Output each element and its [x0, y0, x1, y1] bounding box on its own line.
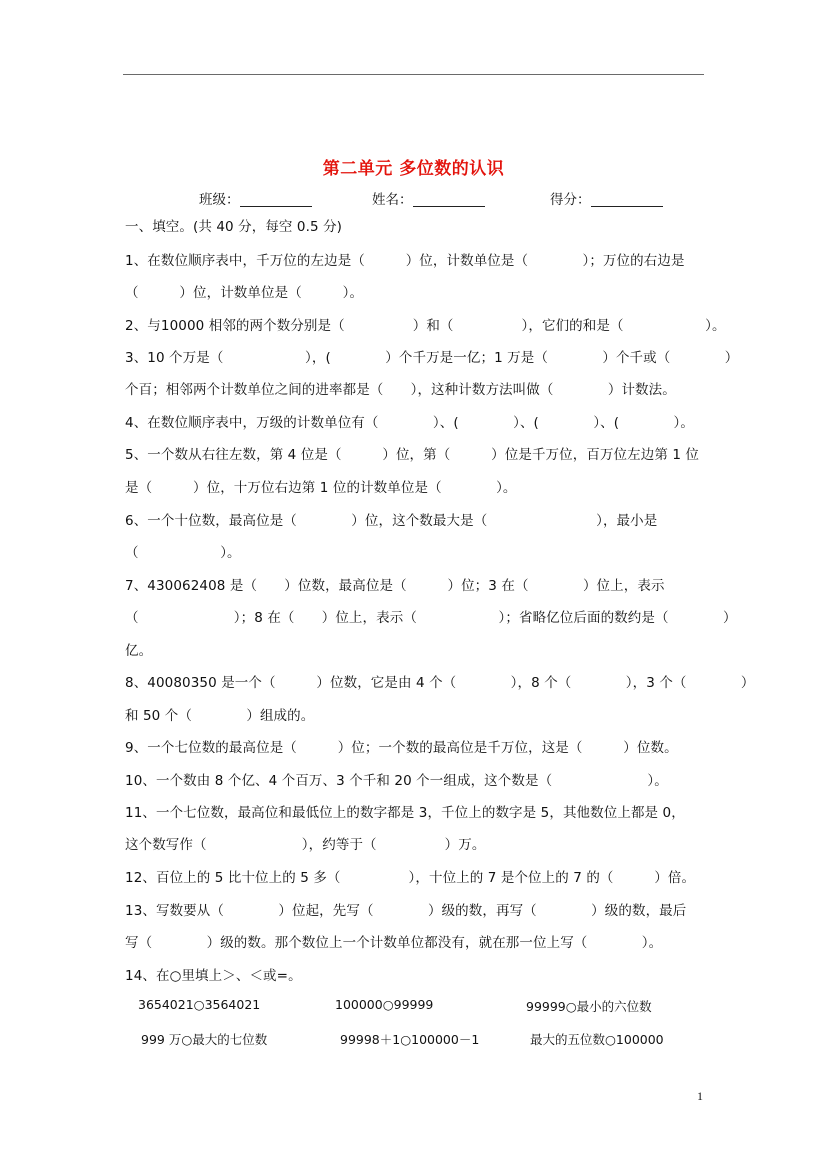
section-heading: 一、填空。(共 40 分，每空 0.5 分) [125, 219, 343, 235]
question-line: 9、一个七位数的最高位是（ ）位；一个数的最高位是千万位，这是（ ）位数。 [125, 740, 678, 756]
question-line: 写（ ）级的数。那个数位上一个计数单位都没有，就在那一位上写（ ）。 [125, 935, 663, 951]
comparison-item: 最大的五位数○100000 [530, 1032, 664, 1047]
name-field [372, 188, 485, 208]
question-line: （ ）。 [125, 545, 241, 561]
question-line: 个百；相邻两个计数单位之间的进率都是（ ），这种计数方法叫做（ ）计数法。 [125, 382, 676, 398]
comparison-item: 999 万○最大的七位数 [141, 1032, 268, 1047]
page-title: 第二单元 多位数的认识 [322, 159, 505, 179]
question-line: 这个数写作（ ），约等于（ ）万。 [125, 837, 486, 853]
class-blank [240, 192, 312, 207]
comparison-item: 99998＋1○100000－1 [340, 1032, 480, 1047]
comparison-item: 99999○最小的六位数 [526, 999, 652, 1014]
question-line: 11、一个七位数，最高位和最低位上的数字都是 3，千位上的数字是 5，其他数位上都是 0， [125, 805, 685, 821]
page-number: 1 [697, 1089, 703, 1103]
question-line: 8、40080350 是一个（ ）位数，它是由 4 个（ ），8 个（ ），3 个（ ） [125, 675, 755, 691]
question-line: 3、10 个万是（ ），( ）个千万是一亿；1 万是（ ）个千或（ ） [125, 350, 739, 366]
comparison-item: 3654021○3564021 [138, 997, 261, 1012]
question-line: 和 50 个（ ）组成的。 [125, 708, 315, 724]
question-line: 12、百位上的 5 比十位上的 5 多（ ），十位上的 7 是个位上的 7 的（ ）倍。 [125, 870, 696, 886]
comparison-item: 100000○99999 [335, 997, 434, 1012]
question-line: 5、一个数从右往左数，第 4 位是（ ）位，第（ ）位是千万位，百万位左边第 1 位 [125, 447, 700, 463]
question-line: 2、与10000 相邻的两个数分别是（ ）和（ ），它们的和是（ ）。 [125, 318, 726, 334]
question-line: （ ）；8 在（ ）位上，表示（ ）；省略亿位后面的数约是（ ） [125, 610, 737, 626]
class-label: 班级： [199, 192, 240, 208]
question-line: 亿。 [125, 643, 153, 659]
question-line: （ ）位，计数单位是（ ）。 [125, 285, 364, 301]
question-line: 4、在数位顺序表中，万级的计数单位有（ ）、( ）、( ）、( ）。 [125, 415, 694, 431]
score-blank [591, 192, 663, 207]
class-field [199, 188, 312, 208]
score-label: 得分： [550, 192, 591, 208]
header-rule [123, 74, 704, 75]
question-line: 1、在数位顺序表中，千万位的左边是（ ）位，计数单位是（ ）；万位的右边是 [125, 253, 685, 269]
name-label: 姓名： [372, 192, 413, 208]
question-line: 14、在○里填上＞、＜或=。 [125, 968, 302, 984]
question-line: 10、一个数由 8 个亿、4 个百万、3 个千和 20 个一组成，这个数是（ ）。 [125, 773, 668, 789]
question-line: 13、写数要从（ ）位起，先写（ ）级的数，再写（ ）级的数，最后 [125, 903, 687, 919]
score-field [550, 188, 663, 208]
question-line: 6、一个十位数，最高位是（ ）位，这个数最大是（ ），最小是 [125, 513, 658, 529]
question-line: 是（ ）位，十万位右边第 1 位的计数单位是（ ）。 [125, 480, 517, 496]
name-blank [413, 192, 485, 207]
question-line: 7、430062408 是（ ）位数，最高位是（ ）位；3 在（ ）位上，表示 [125, 578, 665, 594]
